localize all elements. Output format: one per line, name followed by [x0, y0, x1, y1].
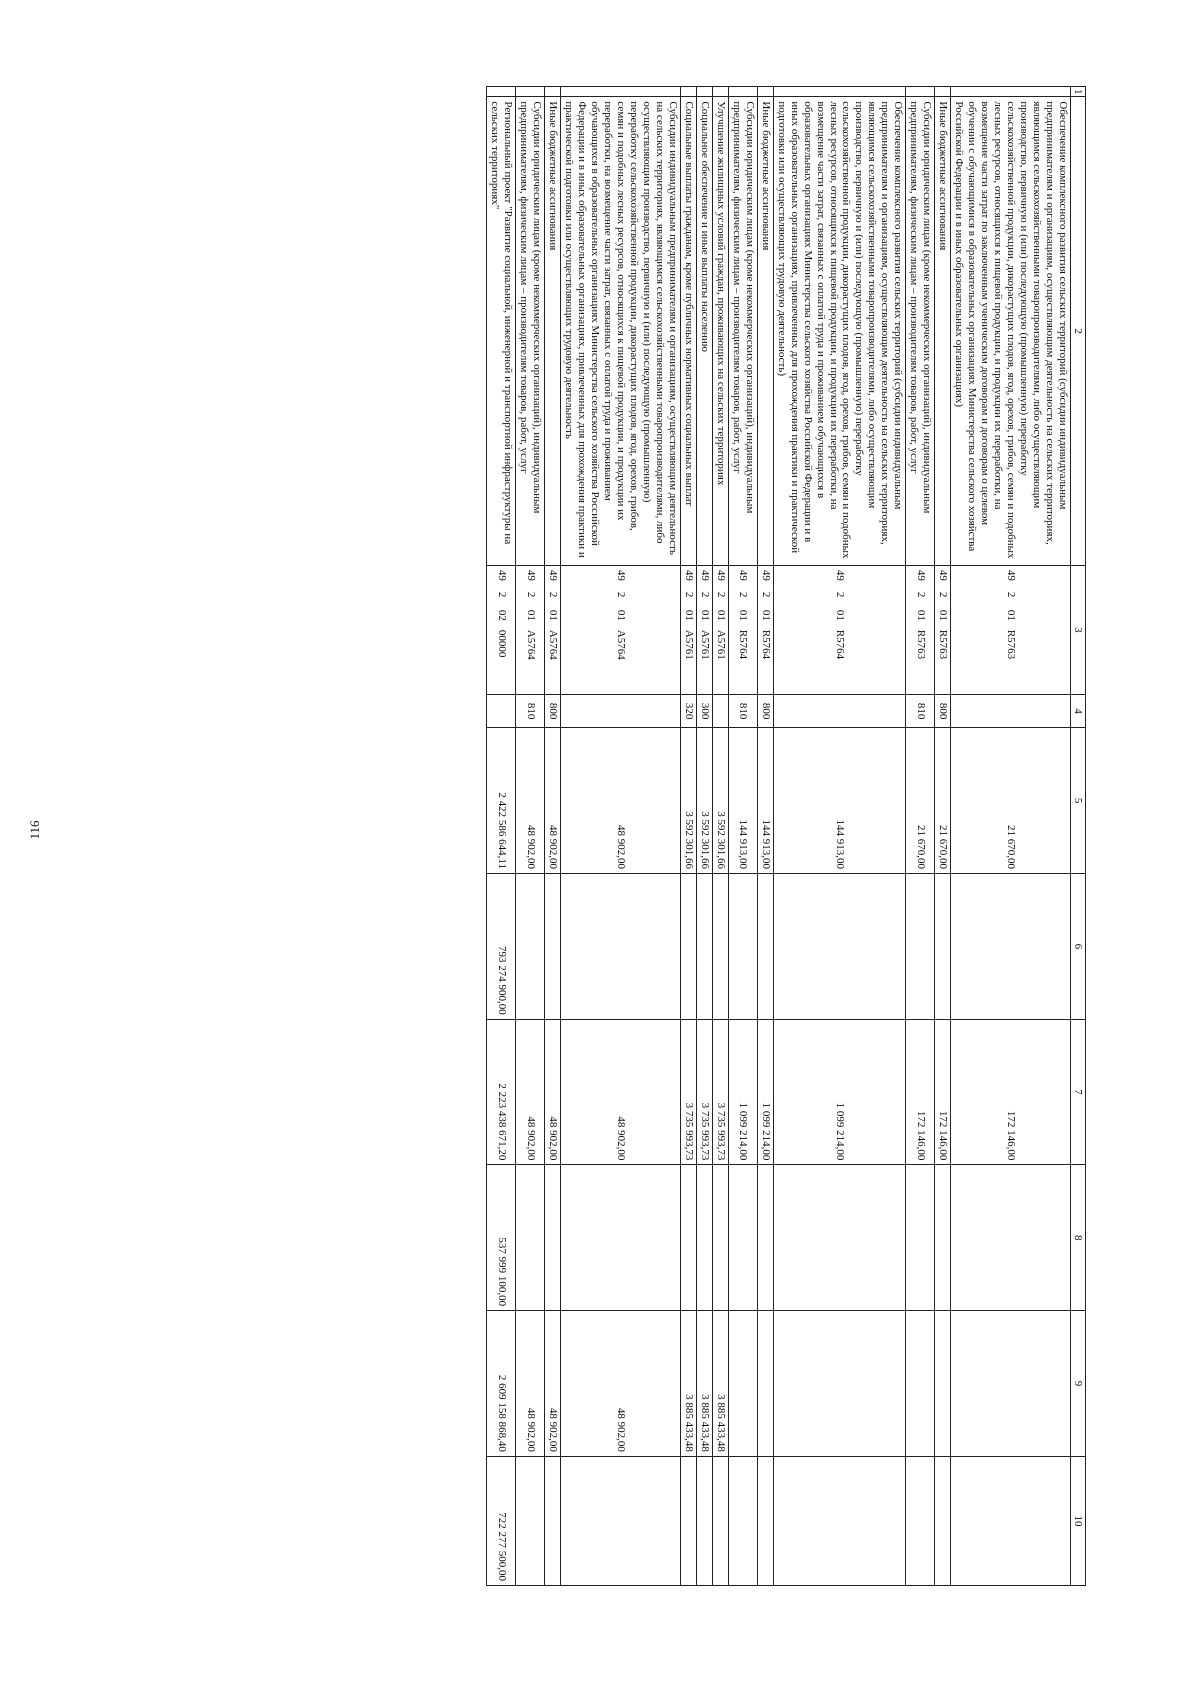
row-value-col9 [935, 1311, 951, 1457]
row-code-cell [680, 565, 696, 694]
table-row [906, 87, 935, 1586]
code-subprogram: 2 [682, 591, 695, 598]
code-direction: А5761 [682, 629, 695, 660]
row-value-col9 [906, 1311, 935, 1457]
header-cell-5: 5 [1071, 728, 1086, 874]
row-value-col5: 144 913,00 [773, 728, 906, 874]
code-direction: R5763 [937, 629, 950, 660]
row-code-cell [773, 565, 906, 694]
header-row [1071, 87, 1086, 1586]
row-value-col7: 2 223 438 671,20 [487, 1019, 516, 1165]
row-value-col9: 2 609 158 868,40 [487, 1311, 516, 1457]
code-direction: 00000 [495, 629, 508, 658]
row-expense-type-cell: 800 [757, 694, 773, 727]
row-value-col10: 722 277 500,00 [487, 1456, 516, 1585]
row-number-cell [545, 87, 561, 97]
row-value-col9 [757, 1311, 773, 1457]
table-row [728, 87, 757, 1586]
row-code-cell [545, 565, 561, 694]
code-subprogram: 2 [759, 591, 772, 598]
code-direction: А5761 [714, 629, 727, 660]
table-row [516, 87, 545, 1586]
row-number-cell [951, 87, 1071, 97]
code-main-event: 01 [759, 609, 772, 621]
row-value-col9 [951, 1311, 1071, 1457]
code-main-event: 01 [1005, 609, 1018, 621]
code-subprogram: 2 [495, 591, 508, 598]
row-value-col10 [906, 1456, 935, 1585]
code-program: 49 [698, 569, 711, 581]
row-name-cell: Социальное обеспечение и иные выплаты населению [696, 97, 712, 565]
row-number-cell [561, 87, 681, 97]
row-value-col9: 3 885 433,48 [712, 1311, 728, 1457]
code-program: 49 [737, 569, 750, 581]
row-value-col9 [728, 1311, 757, 1457]
header-cell-2: 2 [1071, 97, 1086, 565]
row-code-cell [712, 565, 728, 694]
row-value-col9: 48 902,00 [516, 1311, 545, 1457]
row-expense-type-cell [712, 694, 728, 727]
row-value-col5: 3 592 301,66 [712, 728, 728, 874]
row-value-col5: 48 902,00 [516, 728, 545, 874]
row-value-col7: 1 099 214,00 [728, 1019, 757, 1165]
row-expense-type-cell: 810 [906, 694, 935, 727]
row-value-col8 [545, 1165, 561, 1311]
code-direction: R5763 [1005, 629, 1018, 660]
row-value-col5: 21 670,00 [935, 728, 951, 874]
code-main-event: 01 [937, 609, 950, 621]
row-value-col7: 48 902,00 [545, 1019, 561, 1165]
row-value-col8 [696, 1165, 712, 1311]
row-value-col7: 3 735 993,73 [680, 1019, 696, 1165]
row-name-cell: Обеспечение комплексного развития сельских территорий (субсидии индивидуальным предпринимателям и организациям, осуществляющим деятельность на сельских территориях, являющимся сельскохозяйственными товаропроизводителями, либо осуществляющим производство, первичную и (или) последующую (промышленную) переработку сельскохозяйственной продукции, дикорастущих плодов, ягод, орехов, грибов, семян и подобных лесных ресурсов, относящихся к пищевой продукции, и продукции их переработки, на возмещение части затрат по заключенным ученическим договорам и договорам о целевом обучении с обучающимися в образовательных организациях Министерства сельского хозяйства Российской Федерации и в иных образовательных организациях) [951, 97, 1071, 565]
header-cell-9: 9 [1071, 1311, 1086, 1457]
row-value-col8 [712, 1165, 728, 1311]
row-expense-type-cell: 800 [935, 694, 951, 727]
row-number-cell [487, 87, 516, 97]
row-value-col10 [561, 1456, 681, 1585]
row-value-col6 [561, 873, 681, 1019]
row-value-col8 [516, 1165, 545, 1311]
row-value-col6 [728, 873, 757, 1019]
code-main-event: 01 [714, 609, 727, 621]
row-code-cell [951, 565, 1071, 694]
row-value-col10 [728, 1456, 757, 1585]
code-program: 49 [547, 569, 560, 581]
code-main-event: 01 [547, 609, 560, 621]
code-subprogram: 2 [615, 591, 627, 598]
row-name-cell: Региональный проект "Развитие социальной, инженерной и транспортной инфраструктуры на сельских территориях" [487, 97, 516, 565]
row-name-cell: Иные бюджетные ассигнования [757, 97, 773, 565]
row-expense-type-cell: 810 [516, 694, 545, 727]
row-value-col7: 1 099 214,00 [757, 1019, 773, 1165]
code-program: 49 [524, 569, 537, 581]
row-expense-type-cell: 800 [545, 694, 561, 727]
header-cell-8: 8 [1071, 1165, 1086, 1311]
row-value-col5: 144 913,00 [728, 728, 757, 874]
row-value-col5: 48 902,00 [561, 728, 681, 874]
row-value-col8 [561, 1165, 681, 1311]
budget-table-rotated [106, 86, 1086, 1586]
code-direction: R5764 [759, 629, 772, 660]
row-number-cell [728, 87, 757, 97]
code-program: 49 [615, 569, 627, 581]
row-value-col6: 793 274 900,00 [487, 873, 516, 1019]
row-code-cell [757, 565, 773, 694]
row-expense-type-cell: 300 [696, 694, 712, 727]
row-value-col5: 3 592 301,66 [680, 728, 696, 874]
row-value-col8 [728, 1165, 757, 1311]
row-value-col8 [951, 1165, 1071, 1311]
code-main-event: 01 [524, 609, 537, 621]
row-value-col6 [712, 873, 728, 1019]
row-value-col6 [757, 873, 773, 1019]
table-row [561, 87, 681, 1586]
row-name-cell: Социальные выплаты гражданам, кроме публичных нормативных социальных выплат [680, 97, 696, 565]
header-cell-7: 7 [1071, 1019, 1086, 1165]
code-main-event: 01 [682, 609, 695, 621]
row-expense-type-cell [487, 694, 516, 727]
code-direction: А5764 [615, 629, 627, 660]
row-value-col9 [773, 1311, 906, 1457]
row-value-col6 [935, 873, 951, 1019]
row-value-col7: 3 735 993,73 [712, 1019, 728, 1165]
code-program: 49 [834, 569, 847, 581]
header-cell-3: 3 [1071, 565, 1086, 694]
row-number-cell [712, 87, 728, 97]
code-program: 49 [914, 569, 927, 581]
page-number: 116 [27, 820, 42, 840]
code-main-event: 01 [698, 609, 711, 621]
row-value-col7: 48 902,00 [516, 1019, 545, 1165]
row-value-col9: 3 885 433,48 [680, 1311, 696, 1457]
row-value-col10 [773, 1456, 906, 1585]
row-value-col5: 3 592 301,66 [696, 728, 712, 874]
row-code-cell [935, 565, 951, 694]
table-row [696, 87, 712, 1586]
code-direction: R5764 [834, 629, 847, 660]
row-code-cell [728, 565, 757, 694]
row-value-col5: 21 670,00 [906, 728, 935, 874]
row-number-cell [935, 87, 951, 97]
row-name-cell: Иные бюджетные ассигнования [545, 97, 561, 565]
row-name-cell: Субсидии юридическим лицам (кроме некоммерческих организаций), индивидуальным предпринимателям, физическим лицам – производителям товаров, работ, услуг [906, 97, 935, 565]
code-subprogram: 2 [524, 591, 537, 598]
row-number-cell [773, 87, 906, 97]
row-value-col8 [935, 1165, 951, 1311]
row-value-col8 [757, 1165, 773, 1311]
table-row [757, 87, 773, 1586]
row-value-col10 [545, 1456, 561, 1585]
row-value-col9: 48 902,00 [561, 1311, 681, 1457]
row-value-col6 [906, 873, 935, 1019]
table-row [545, 87, 561, 1586]
row-value-col7: 172 146,00 [935, 1019, 951, 1165]
header-cell-1: 1 [1071, 87, 1086, 97]
row-expense-type-cell [951, 694, 1071, 727]
row-value-col7: 3 735 993,73 [696, 1019, 712, 1165]
code-subprogram: 2 [1005, 591, 1018, 598]
row-value-col10 [757, 1456, 773, 1585]
budget-table [486, 86, 1086, 1586]
code-direction: R5763 [914, 629, 927, 660]
code-main-event: 01 [914, 609, 927, 621]
row-number-cell [680, 87, 696, 97]
row-code-cell [487, 565, 516, 694]
code-program: 49 [495, 569, 508, 581]
row-name-cell: Субсидии индивидуальным предпринимателям и организациям, осуществляющим деятельность на сельских территориях, являющимся сельскохозяйственными товаропроизводителями, либо осуществляющим производство, первичную и (или) последующую (промышленную) переработку сельскохозяйственной продукции, дикорастущих плодов, ягод, орехов, грибов, семян и подобных лесных ресурсов, относящихся к пищевой продукции, и продукции их переработки, на возмещение части затрат, связанных с оплатой труда и проживанием обучающихся в образовательных организациях Министерства сельского хозяйства Российской Федерации и в иных образовательных организациях, привлеченных для прохождения практики и практической подготовки или осуществляющих трудовую деятельность [561, 97, 681, 565]
header-cell-6: 6 [1071, 873, 1086, 1019]
row-value-col6 [545, 873, 561, 1019]
row-name-cell: Обеспечение комплексного развития сельских территорий (субсидии индивидуальным предпринимателям и организациям, осуществляющим деятельность на сельских территориях, являющимся сельскохозяйственными товаропроизводителями, либо осуществляющим производство, первичную и (или) последующую (промышленную) переработку сельскохозяйственной продукции, дикорастущих плодов, ягод, орехов, грибов, семян и подобных лесных ресурсов, относящихся к пищевой продукции, и продукции их переработки, на возмещение части затрат, связанных с оплатой труда и проживанием обучающихся в образовательных организациях Министерства сельского хозяйства Российской Федерации и в иных образовательных организациях, привлеченных для прохождения практики и практической подготовки или осуществляющих трудовую деятельность) [773, 97, 906, 565]
code-subprogram: 2 [834, 591, 847, 598]
row-value-col5: 144 913,00 [757, 728, 773, 874]
table-row [935, 87, 951, 1586]
row-value-col10 [696, 1456, 712, 1585]
table-row [487, 87, 516, 1586]
header-cell-10: 10 [1071, 1456, 1086, 1585]
row-value-col6 [773, 873, 906, 1019]
code-direction: R5764 [737, 629, 750, 660]
code-subprogram: 2 [737, 591, 750, 598]
row-value-col7: 172 146,00 [906, 1019, 935, 1165]
row-expense-type-cell [561, 694, 681, 727]
row-value-col10 [712, 1456, 728, 1585]
code-direction: А5761 [698, 629, 711, 660]
header-cell-4: 4 [1071, 694, 1086, 727]
row-name-cell: Субсидии юридическим лицам (кроме некоммерческих организаций), индивидуальным предпринимателям, физическим лицам – производителям товаров, работ, услуг [728, 97, 757, 565]
code-main-event: 01 [737, 609, 750, 621]
table-row [773, 87, 906, 1586]
table-row [951, 87, 1071, 1586]
code-subprogram: 2 [714, 591, 727, 598]
row-number-cell [516, 87, 545, 97]
row-value-col10 [935, 1456, 951, 1585]
row-expense-type-cell [773, 694, 906, 727]
row-value-col10 [951, 1456, 1071, 1585]
row-value-col7: 1 099 214,00 [773, 1019, 906, 1165]
row-value-col10 [516, 1456, 545, 1585]
row-value-col9: 3 885 433,48 [696, 1311, 712, 1457]
code-program: 49 [682, 569, 695, 581]
row-name-cell: Субсидии юридическим лицам (кроме некоммерческих организаций), индивидуальным предпринимателям, физическим лицам – производителям товаров, работ, услуг [516, 97, 545, 565]
row-value-col8 [906, 1165, 935, 1311]
code-subprogram: 2 [937, 591, 950, 598]
code-direction: А5764 [524, 629, 537, 660]
row-value-col5: 48 902,00 [545, 728, 561, 874]
row-name-cell: Иные бюджетные ассигнования [935, 97, 951, 565]
code-direction: А5764 [547, 629, 560, 660]
code-subprogram: 2 [914, 591, 927, 598]
code-main-event: 02 [495, 609, 508, 621]
row-number-cell [757, 87, 773, 97]
row-number-cell [696, 87, 712, 97]
row-value-col6 [680, 873, 696, 1019]
row-number-cell [906, 87, 935, 97]
row-value-col8 [773, 1165, 906, 1311]
row-name-cell: Улучшение жилищных условий граждан, проживающих на сельских территориях [712, 97, 728, 565]
code-main-event: 01 [834, 609, 847, 621]
row-value-col5: 2 422 586 644,11 [487, 728, 516, 874]
row-code-cell [516, 565, 545, 694]
row-value-col8: 537 999 100,00 [487, 1165, 516, 1311]
row-expense-type-cell: 810 [728, 694, 757, 727]
row-code-cell [696, 565, 712, 694]
code-subprogram: 2 [698, 591, 711, 598]
budget-table-body [487, 87, 1086, 1586]
table-row [712, 87, 728, 1586]
row-value-col6 [696, 873, 712, 1019]
row-code-cell [561, 565, 681, 694]
row-value-col7: 172 146,00 [951, 1019, 1071, 1165]
table-row [680, 87, 696, 1586]
code-program: 49 [937, 569, 950, 581]
row-value-col6 [951, 873, 1071, 1019]
row-value-col7: 48 902,00 [561, 1019, 681, 1165]
row-value-col9: 48 902,00 [545, 1311, 561, 1457]
row-value-col8 [680, 1165, 696, 1311]
code-subprogram: 2 [547, 591, 560, 598]
code-program: 49 [759, 569, 772, 581]
row-value-col6 [516, 873, 545, 1019]
row-value-col10 [680, 1456, 696, 1585]
code-program: 49 [714, 569, 727, 581]
row-expense-type-cell: 320 [680, 694, 696, 727]
code-program: 49 [1005, 569, 1018, 581]
row-code-cell [906, 565, 935, 694]
code-main-event: 01 [615, 609, 627, 621]
row-value-col5: 21 670,00 [951, 728, 1071, 874]
